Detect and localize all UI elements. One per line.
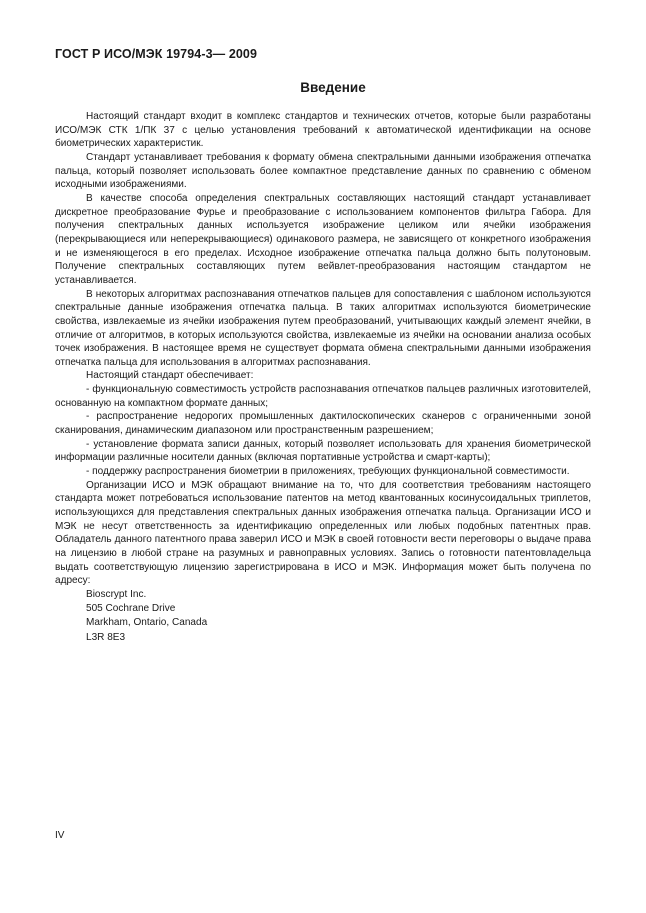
document-header: ГОСТ Р ИСО/МЭК 19794-3— 2009 [55, 47, 258, 61]
list-item: - распространение недорогих промышленных дактилоскопических сканеров с ограниченными зоной сканирования, динамическим диапазоном или пространственным разрешением; [55, 411, 591, 437]
paragraph: Организации ИСО и МЭК обращают внимание на то, что для соответствия требованиям настоящего стандарта может потребоваться использование патентов на метод квантованных косинусоидальных триплетов, использующихся для представления спектральных данных изображения отпечатка пальца. Организации ИСО и МЭК не несут ответственность за идентификацию определенных или любых подобных патентных прав. Обладатель данного патентного права заверил ИСО и МЭК в своей готовности вести переговоры о выдаче права на лицензию в любой стране на разумных и равноправных условиях. Запись о готовности патентовладельца выдать соответствующую лицензию зарегистрирована в ИСО и МЭК. Информация может быть получена по адресу: [55, 479, 591, 587]
section-title: Введение [300, 80, 366, 95]
address-line: L3R 8E3 [86, 631, 126, 643]
address-line: 505 Cochrane Drive [86, 603, 176, 615]
paragraph: В качестве способа определения спектральных составляющих настоящий стандарт устанавливает дискретное преобразование Фурье и преобразование с использованием компонентов фильтра Габора. Для получения спектральных данных используется изображение целиком или ячейки изображения (перекрывающиеся или неперекрывающиеся) одинакового размера, не зависящего от конкретного изображения и не изменяющегося в его пределах. Исходное изображение отпечатка пальца должно быть полутоновым. Получение спектральных составляющих путем вейвлет-преобразования настоящим стандартом не устанавливается. [55, 192, 591, 286]
paragraph: В некоторых алгоритмах распознавания отпечатков пальцев для сопоставления с шаблоном используются спектральные данные изображения отпечатка пальца. В таких алгоритмах используются биометрические свойства, извлекаемые из ячейки изображения путем преобразований, учитывающих каждый элемент ячейки, в отличие от алгоритмов, в которых используются свойства, извлекаемые из ячейки на основании анализа особых точек изображения. В настоящее время не существует формата обмена спектральными данными изображения отпечатка пальца для использования в алгоритмах распознавания. [55, 288, 591, 368]
address-line: Bioscrypt Inc. [86, 588, 147, 600]
list-item: - функциональную совместимость устройств распознавания отпечатков пальцев различных изготовителей, основанную на компактном формате данных; [55, 384, 591, 409]
page-number: IV [55, 830, 65, 841]
paragraph: Стандарт устанавливает требования к формату обмена спектральными данными изображения отпечатка пальца, который позволяет использовать более компактное представление данных по сравнению с обменом исходными изображениями. [55, 151, 591, 191]
address-line: Markham, Ontario, Canada [86, 617, 208, 629]
paragraph: Настоящий стандарт обеспечивает: [86, 370, 254, 382]
list-item: - поддержку распространения биометрии в приложениях, требующих функциональной совместимости. [86, 466, 570, 478]
address-block [55, 588, 591, 645]
body-text [55, 110, 591, 645]
list-item: - установление формата записи данных, который позволяет использовать для хранения биометрической информации различные носители данных (включая портативные устройства и смарт-карты); [55, 438, 591, 464]
paragraph: Настоящий стандарт входит в комплекс стандартов и технических отчетов, которые были разработаны ИСО/МЭК СТК 1/ПК 37 с целью установления требований к автоматической идентификации на основе биометрических характеристик. [55, 111, 591, 150]
